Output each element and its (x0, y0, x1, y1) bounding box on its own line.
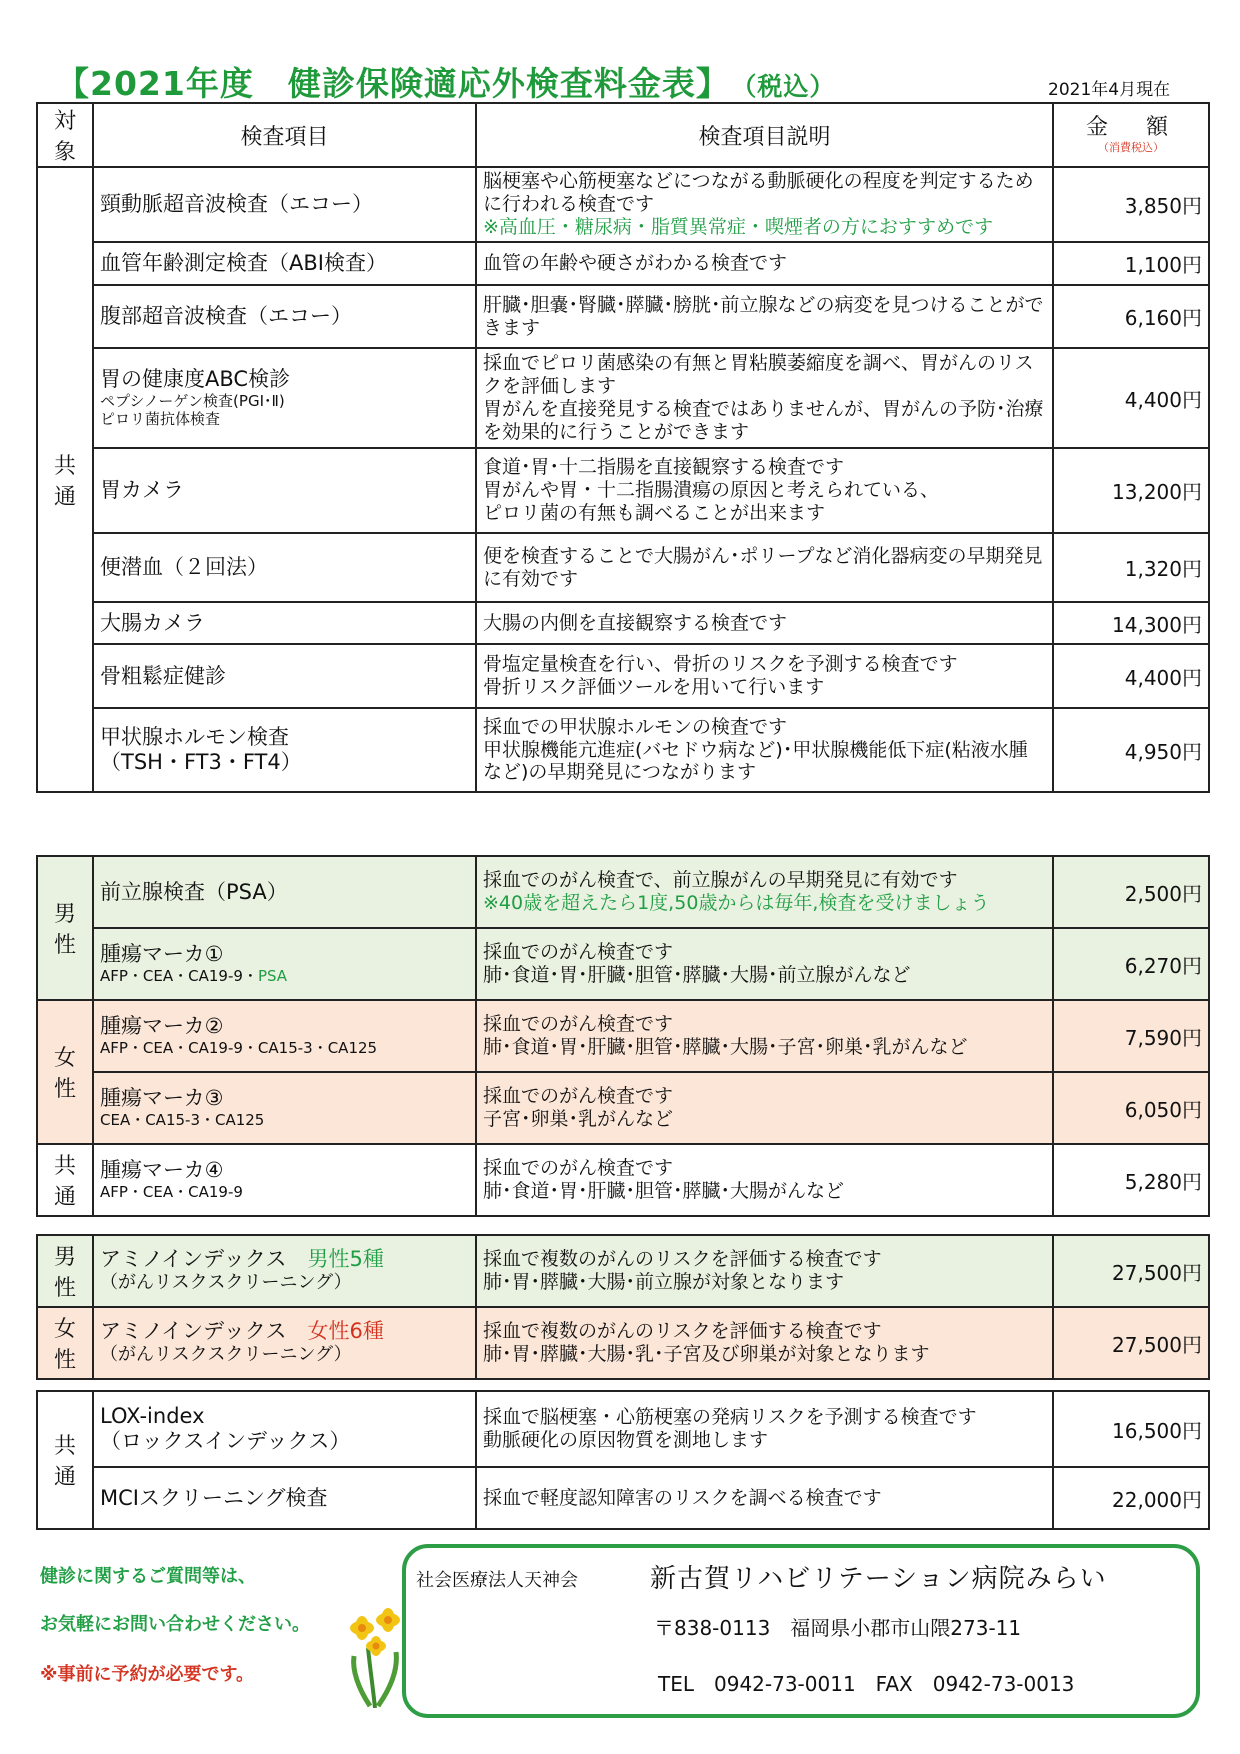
table-row (37, 1391, 1209, 1467)
item-description: 採血で複数のがんのリスクを評価する検査です 肺･胃･膵臓･大腸･乳･子宮及び卵巣が対象となります (476, 1307, 1053, 1379)
item-description: 脳梗塞や心筋梗塞などにつながる動脈硬化の程度を判定するために行われる検査です ※高血圧・糖尿病・脂質異常症・喫煙者の方におすすめです (476, 167, 1053, 242)
daffodil-icon (340, 1598, 410, 1708)
item-price: 22,000円 (1053, 1467, 1209, 1529)
item-description: 採血で軽度認知障害のリスクを調べる検査です (476, 1467, 1053, 1529)
item-name: 便潜血（２回法） (93, 533, 476, 602)
inquiry-text-1: 健診に関するご質問等は、 (40, 1566, 256, 1587)
item-name: 骨粗鬆症健診 (93, 644, 476, 708)
item-description: 肝臓･胆嚢･腎臓･膵臓･膀胱･前立腺などの病変を見つけることができます (476, 285, 1053, 348)
item-description: 血管の年齢や硬さがわかる検査です (476, 242, 1053, 285)
item-description: 採血でのがん検査です 肺･食道･胃･肝臓･胆管･膵臓･大腸がんなど (476, 1144, 1053, 1216)
table-row (37, 242, 1209, 285)
item-name: 腫瘍マーカ① AFP・CEA・CA19-9・PSA (93, 928, 476, 1000)
item-price: 14,300円 (1053, 602, 1209, 644)
item-description: 採血でのがん検査で、前立腺がんの早期発見に有効です ※40歳を超えたら1度,50歳からは毎年,検査を受けましょう (476, 856, 1053, 928)
table-header (37, 103, 1209, 167)
table-row (37, 928, 1209, 1000)
fee-table-other (36, 1390, 1210, 1530)
item-price: 27,500円 (1053, 1235, 1209, 1307)
as-of-date: 2021年4月現在 (1048, 80, 1171, 100)
table-row (37, 285, 1209, 348)
item-description: 採血でのがん検査です 子宮･卵巣･乳がんなど (476, 1072, 1053, 1144)
fee-table-tumor-markers (36, 855, 1210, 1217)
table-row (37, 1072, 1209, 1144)
col-amount: 金 額 （消費税込） (1053, 103, 1209, 167)
tax-note: （税込） (743, 72, 836, 101)
target-female: 女性 (37, 1307, 93, 1379)
table-row (37, 1307, 1209, 1379)
item-price: 6,160円 (1053, 285, 1209, 348)
item-name: 腫瘍マーカ④ AFP・CEA・CA19-9 (93, 1144, 476, 1216)
target-female: 女性 (37, 1000, 93, 1144)
reservation-note: ※事前に予約が必要です。 (40, 1664, 255, 1685)
item-name: 胃の健康度ABC検診 ペプシノーゲン検査(PGⅠ･Ⅱ) ピロリ菌抗体検査 (93, 348, 476, 448)
item-description: 採血での甲状腺ホルモンの検査です 甲状腺機能亢進症(バセドウ病など)･甲状腺機能低下症(粘液水腫など)の早期発見につながります (476, 708, 1053, 792)
table-row (37, 602, 1209, 644)
item-description: 採血でピロリ菌感染の有無と胃粘膜萎縮度を調べ、胃がんのリスクを評価します 胃がんを直接発見する検査ではありませんが、胃がんの予防･治療を効果的に行うことができます (476, 348, 1053, 448)
target-male: 男性 (37, 856, 93, 1000)
item-price: 2,500円 (1053, 856, 1209, 928)
contact-box (402, 1544, 1200, 1718)
table-row (37, 856, 1209, 928)
table-row (37, 1235, 1209, 1307)
recommend-note: ※高血圧・糖尿病・脂質異常症・喫煙者の方におすすめです (483, 215, 994, 238)
fee-table-aminoindex (36, 1234, 1210, 1380)
table-row (37, 1144, 1209, 1216)
item-price: 3,850円 (1053, 167, 1209, 242)
target-common: 共通 (37, 167, 93, 792)
target-male: 男性 (37, 1235, 93, 1307)
table-row (37, 348, 1209, 448)
table-row (37, 167, 1209, 242)
table-row (37, 708, 1209, 792)
hospital-name: 新古賀リハビリテーション病院みらい (650, 1564, 1107, 1594)
table-row (37, 533, 1209, 602)
item-description: 採血で脳梗塞・心筋梗塞の発病リスクを予測する検査です 動脈硬化の原因物質を測地します (476, 1391, 1053, 1467)
item-description: 採血で複数のがんのリスクを評価する検査です 肺･胃･膵臓･大腸･前立腺が対象となります (476, 1235, 1053, 1307)
item-name: 血管年齢測定検査（ABI検査） (93, 242, 476, 285)
table-row (37, 448, 1209, 533)
address: 〒838-0113 福岡県小郡市山隈273-11 (654, 1616, 1022, 1640)
item-description: 大腸の内側を直接観察する検査です (476, 602, 1053, 644)
item-price: 6,050円 (1053, 1072, 1209, 1144)
item-price: 6,270円 (1053, 928, 1209, 1000)
item-name: アミノインデックス 女性6種 （がんリスクスクリーニング） (93, 1307, 476, 1379)
item-price: 7,590円 (1053, 1000, 1209, 1072)
item-price: 1,100円 (1053, 242, 1209, 285)
item-name: 腫瘍マーカ③ CEA・CA15-3・CA125 (93, 1072, 476, 1144)
item-description: 食道･胃･十二指腸を直接観察する検査です 胃がんや胃・十二指腸潰瘍の原因と考えられている、 ピロリ菌の有無も調べることが出来ます (476, 448, 1053, 533)
item-description: 採血でのがん検査です 肺･食道･胃･肝臓･胆管･膵臓･大腸･子宮･卵巣･乳がんなど (476, 1000, 1053, 1072)
table-row (37, 1467, 1209, 1529)
item-price: 27,500円 (1053, 1307, 1209, 1379)
item-name: 頸動脈超音波検査（エコー） (93, 167, 476, 242)
item-name: 腹部超音波検査（エコー） (93, 285, 476, 348)
item-name: LOX-index （ロックスインデックス） (93, 1391, 476, 1467)
col-description: 検査項目説明 (476, 103, 1053, 167)
col-target: 対象 (37, 103, 93, 167)
recommend-note: ※40歳を超えたら1度,50歳からは毎年,検査を受けましょう (483, 892, 990, 914)
item-name: 腫瘍マーカ② AFP・CEA・CA19-9・CA15-3・CA125 (93, 1000, 476, 1072)
fee-table-common (36, 102, 1210, 793)
page-title: 【2021年度 健診保険適応外検査料金表】 （税込） (56, 64, 836, 103)
item-price: 4,950円 (1053, 708, 1209, 792)
item-price: 13,200円 (1053, 448, 1209, 533)
item-price: 4,400円 (1053, 644, 1209, 708)
target-common: 共通 (37, 1391, 93, 1529)
item-description: 採血でのがん検査です 肺･食道･胃･肝臓･胆管･膵臓･大腸･前立腺がんなど (476, 928, 1053, 1000)
target-common: 共通 (37, 1144, 93, 1216)
col-item: 検査項目 (93, 103, 476, 167)
table-row (37, 1000, 1209, 1072)
item-price: 5,280円 (1053, 1144, 1209, 1216)
item-name: 大腸カメラ (93, 602, 476, 644)
item-price: 16,500円 (1053, 1391, 1209, 1467)
phone-fax: TEL 0942-73-0011 FAX 0942-73-0013 (658, 1672, 1075, 1696)
item-price: 4,400円 (1053, 348, 1209, 448)
corporation-name: 社会医療法人天神会 (416, 1570, 578, 1591)
item-name: 前立腺検査（PSA） (93, 856, 476, 928)
table-row (37, 644, 1209, 708)
item-description: 骨塩定量検査を行い、骨折のリスクを予測する検査です 骨折リスク評価ツールを用いて行います (476, 644, 1053, 708)
inquiry-text-2: お気軽にお問い合わせください。 (40, 1614, 310, 1635)
item-name: 甲状腺ホルモン検査 （TSH・FT3・FT4） (93, 708, 476, 792)
item-name: アミノインデックス 男性5種 （がんリスクスクリーニング） (93, 1235, 476, 1307)
item-name: MCIスクリーニング検査 (93, 1467, 476, 1529)
item-description: 便を検査することで大腸がん･ポリープなど消化器病変の早期発見に有効です (476, 533, 1053, 602)
item-name: 胃カメラ (93, 448, 476, 533)
item-price: 1,320円 (1053, 533, 1209, 602)
